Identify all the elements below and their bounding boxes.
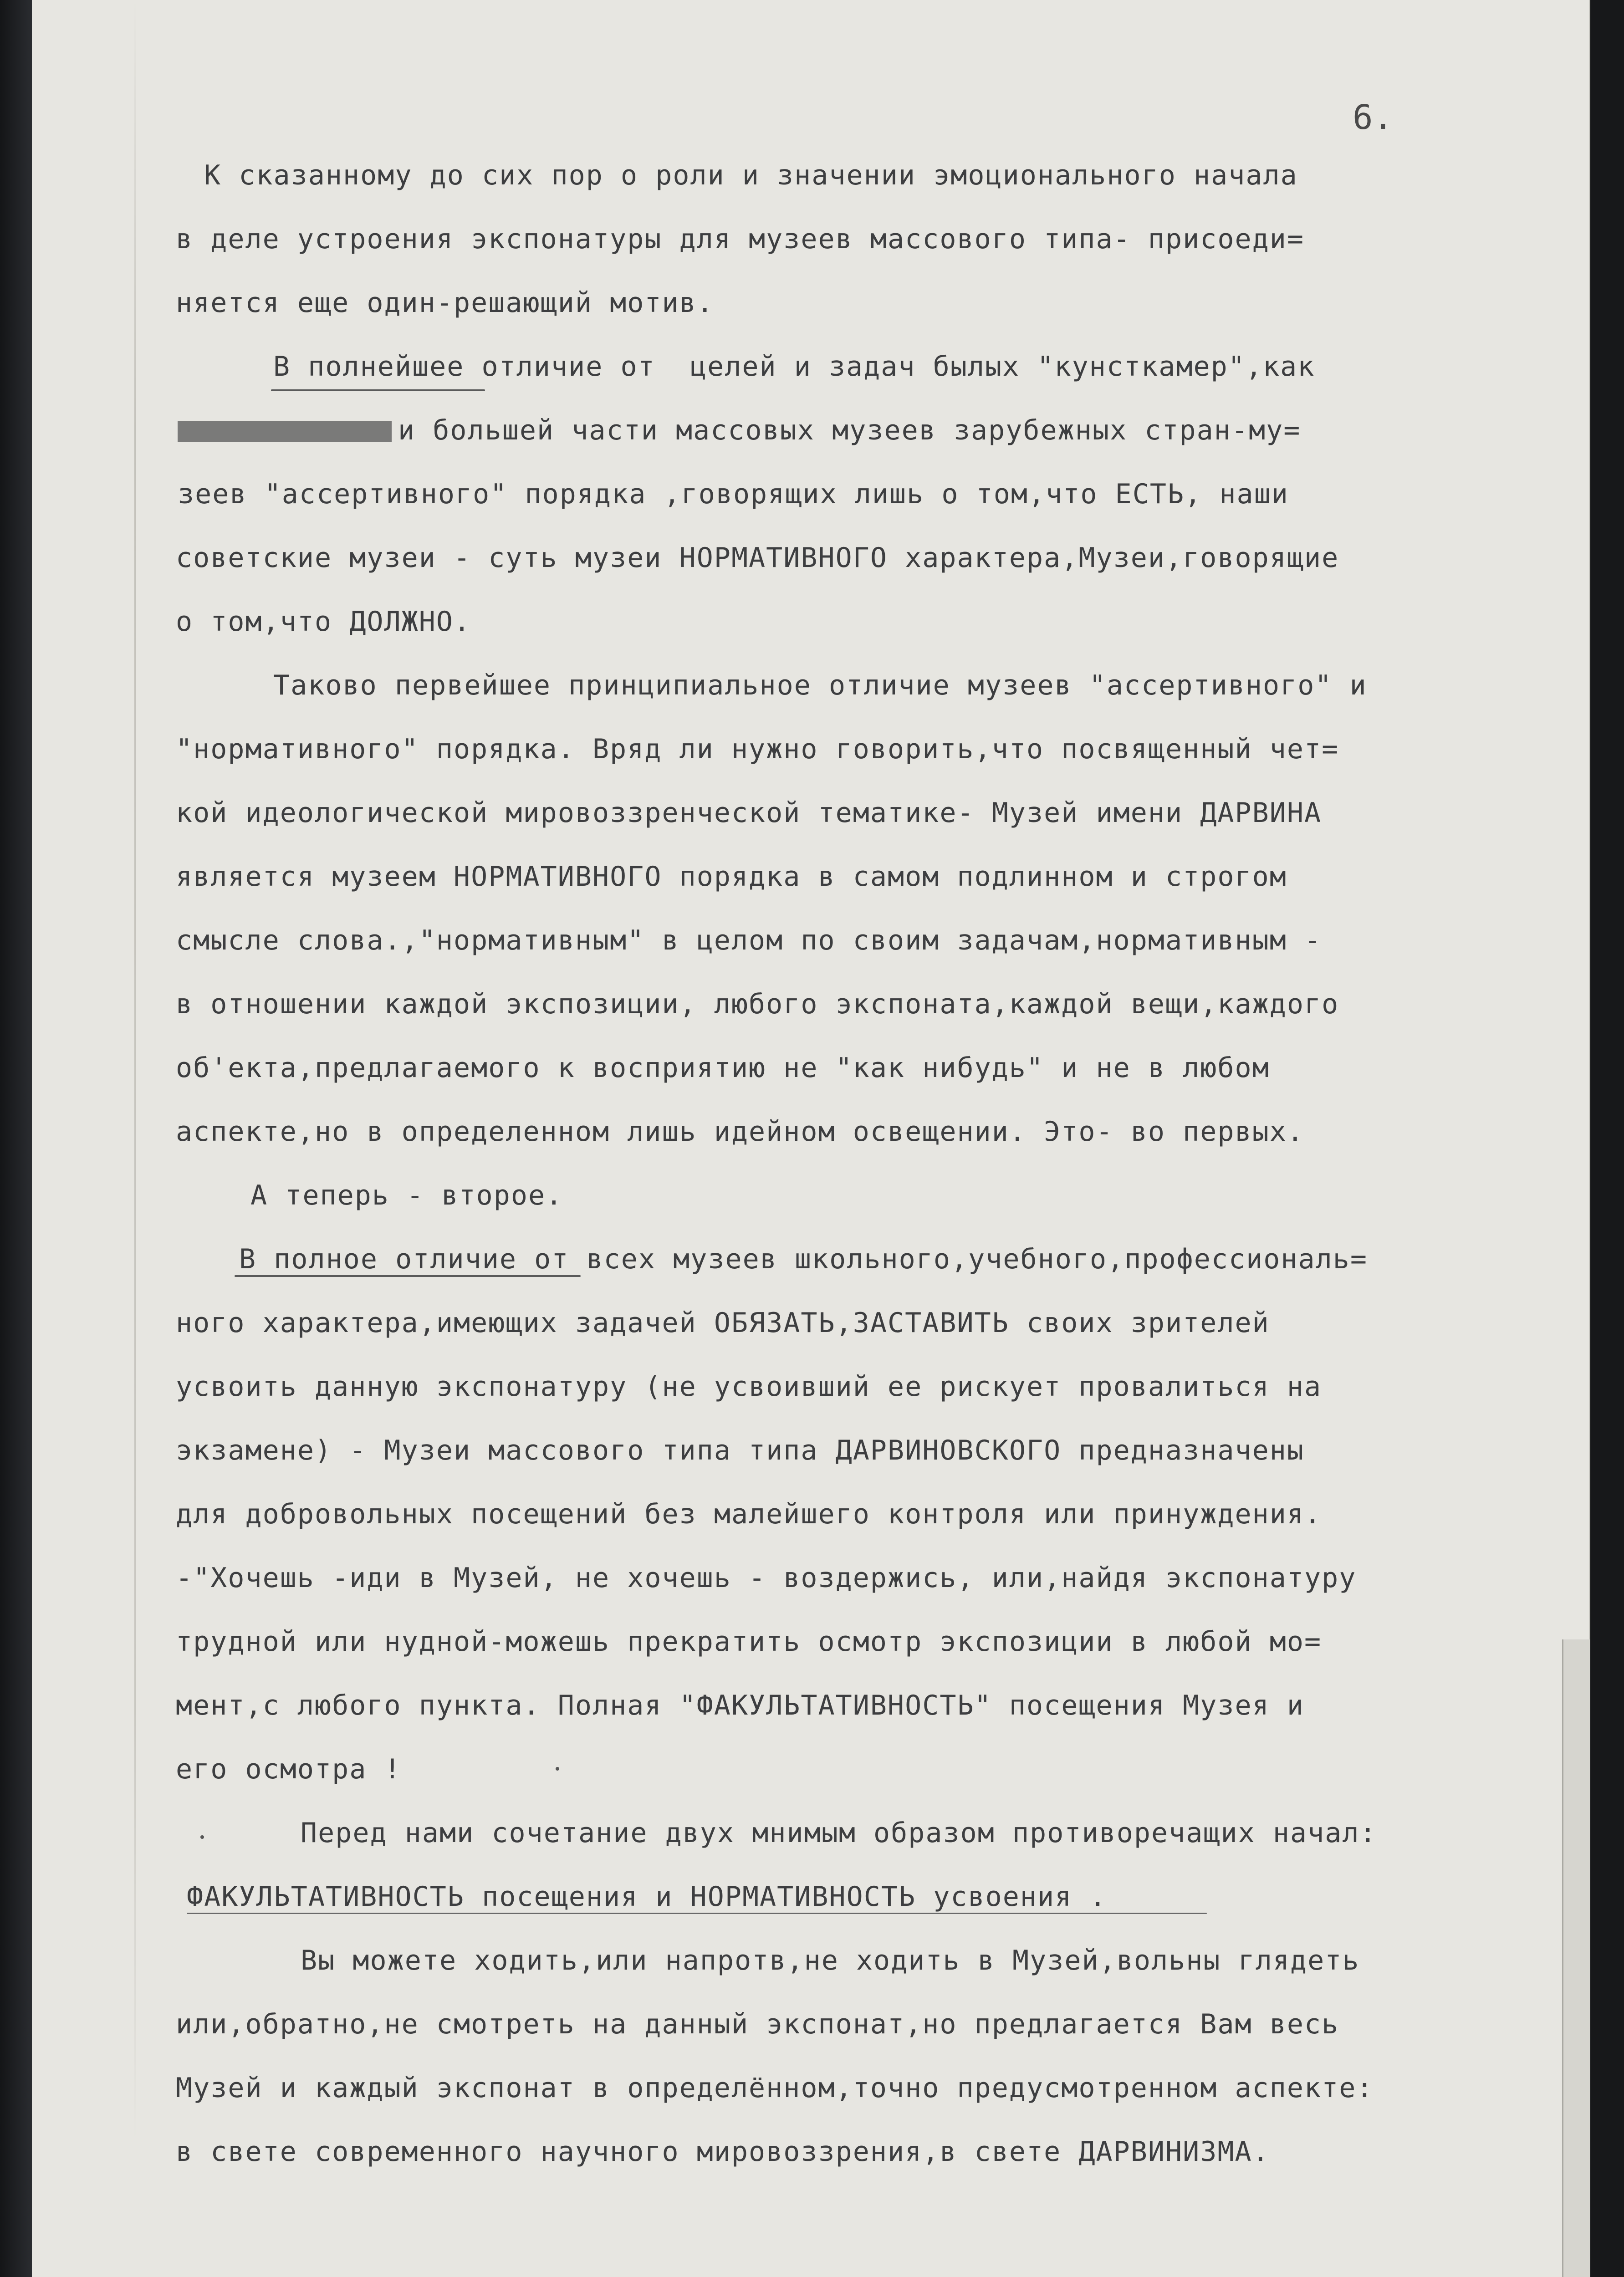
scan-right-edge xyxy=(1590,0,1624,2277)
text-line: в свете современного научного мировоззрения,в свете ДАРВИНИЗМА. xyxy=(176,2136,1270,2168)
text-line: -"Хочешь -иди в Музей, не хочешь - воздержись, или,найдя экспонатуру xyxy=(176,1562,1357,1594)
text-line: об'екта,предлагаемого к восприятию не "как нибудь" и не в любом xyxy=(176,1052,1270,1084)
text-line: мент,с любого пункта. Полная "ФАКУЛЬТАТИВНОСТЬ" посещения Музея и xyxy=(176,1690,1304,1721)
text-line: усвоить данную экспонатуру (не усвоивший ее рискует провалиться на xyxy=(176,1371,1322,1403)
text-line: Вы можете ходить,или напротв,не ходить в Музей,вольны глядеть xyxy=(301,1945,1360,1976)
text-line: А теперь - второе. xyxy=(250,1179,563,1211)
text-line: В полнейшее отличие от целей и задач былых "кунсткамер",как xyxy=(273,351,1315,383)
text-line: Музей и каждый экспонат в определённом,точно предусмотренном аспекте: xyxy=(176,2072,1374,2104)
paper-sheet xyxy=(32,0,1590,2277)
paper-fold-line xyxy=(134,0,136,2140)
text-line: кой идеологической мировоззренческой тематике- Музей имени ДАРВИНА xyxy=(176,797,1322,829)
text-line: Перед нами сочетание двух мнимым образом противоречащих начал: xyxy=(301,1817,1377,1849)
text-line: няется еще один-решающий мотив. xyxy=(176,287,714,319)
text-line: советские музеи - суть музеи НОРМАТИВНОГО характера,Музеи,говорящие xyxy=(176,542,1339,574)
text-line: является музеем НОРМАТИВНОГО порядка в самом подлинном и строгом xyxy=(176,861,1287,893)
text-line: "нормативного" порядка. Вряд ли нужно говорить,что посвященный чет= xyxy=(176,733,1339,765)
text-line: аспекте,но в определенном лишь идейном освещении. Это- во первых. xyxy=(176,1116,1304,1148)
text-line: смысле слова.,"нормативным" в целом по своим задачам,нормативным - xyxy=(176,924,1322,956)
struck-out-word xyxy=(178,421,392,442)
text-line: зеев "ассертивного" порядка ,говорящих лишь о том,что ЕСТЬ, наши xyxy=(178,478,1289,510)
text-line: о том,что ДОЛЖНО. xyxy=(176,606,471,638)
text-line: К сказанному до сих пор о роли и значении эмоционального начала xyxy=(204,159,1298,191)
text-line: Таково первейшее принципиальное отличие музеев "ассертивного" и xyxy=(273,669,1367,701)
typed-underline xyxy=(187,1913,1207,1914)
text-line-with-strikeout xyxy=(178,414,1301,446)
text-line: или,обратно,не смотреть на данный экспонат,но предлагается Вам весь xyxy=(176,2008,1339,2040)
text-line-rest: и большей части массовых музеев зарубежных стран-му= xyxy=(398,414,1301,446)
page-number: 6. xyxy=(1353,98,1394,137)
text-line: для добровольных посещений без малейшего контроля или принуждения. xyxy=(176,1498,1322,1530)
text-line: трудной или нудной-можешь прекратить осмотр экспозиции в любой мо= xyxy=(176,1626,1322,1658)
pencil-underline xyxy=(271,389,485,391)
pencil-underline xyxy=(235,1275,581,1277)
text-line-underlined: ФАКУЛЬТАТИВНОСТЬ посещения и НОРМАТИВНОСТЬ усвоения . xyxy=(187,1881,1107,1913)
ink-dot xyxy=(556,1767,559,1771)
text-line: экзамене) - Музеи массового типа типа ДАРВИНОВСКОГО предназначены xyxy=(176,1435,1304,1466)
ink-dot xyxy=(200,1835,204,1839)
text-line: его осмотра ! xyxy=(176,1753,402,1785)
text-line: в деле устроения экспонатуры для музеев массового типа- присоеди= xyxy=(176,223,1304,255)
text-line: в отношении каждой экспозиции, любого экспоната,каждой вещи,каждого xyxy=(176,988,1339,1020)
text-line: ного характера,имеющих задачей ОБЯЗАТЬ,ЗАСТАВИТЬ своих зрителей xyxy=(176,1307,1270,1339)
scan-left-edge xyxy=(0,0,32,2277)
text-line: В полное отличие от всех музеев школьного,учебного,профессиональ= xyxy=(239,1243,1368,1275)
